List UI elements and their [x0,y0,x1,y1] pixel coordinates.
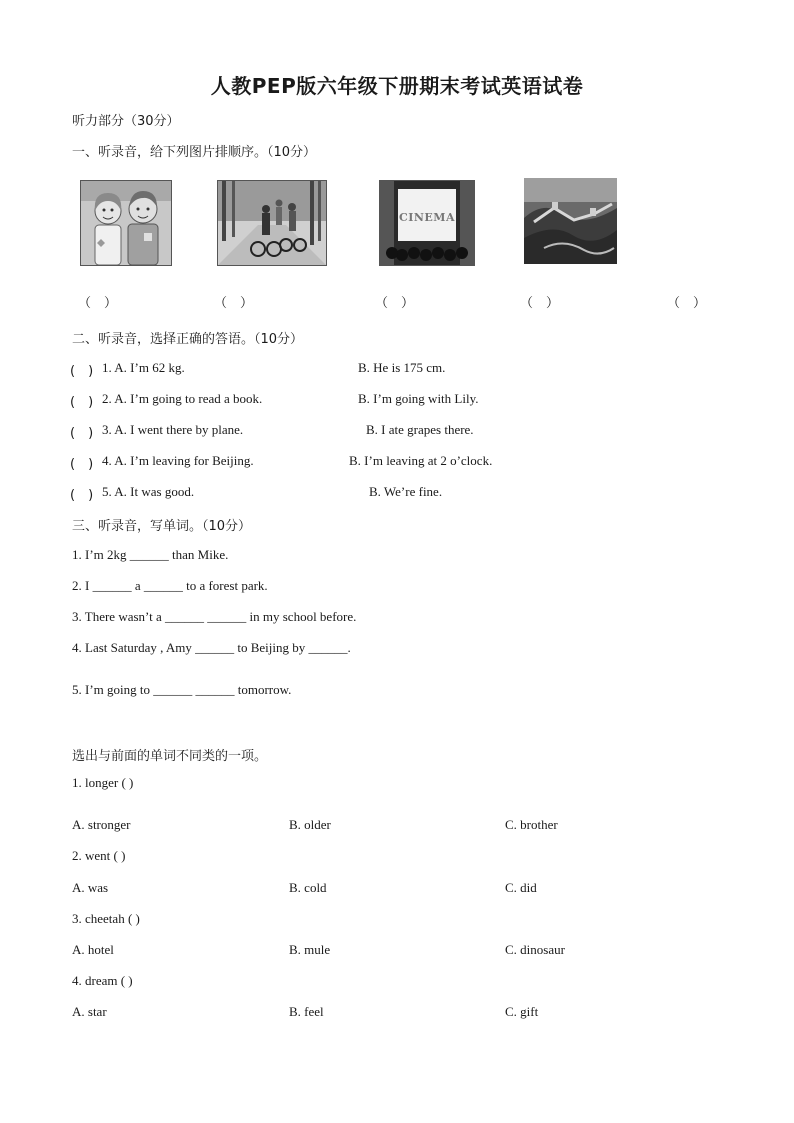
s2-option-b-4: B. I’m leaving at 2 o’clock. [349,453,493,468]
s3-line-4: 4. Last Saturday , Amy ______ to Beijing by ______. [72,640,351,655]
cinema-sign-text: CINEMA [398,211,456,224]
great-wall-photo-icon [524,178,617,264]
picture-order-blank-2[interactable]: （ ） [214,296,254,311]
s4-q2-option-b[interactable]: B. cold [289,880,327,895]
s2-option-a-2: 2. A. I’m going to read a book. [102,391,263,406]
s2-option-b-1: B. He is 175 cm. [358,360,446,375]
s4-q3-option-c[interactable]: C. dinosaur [505,942,565,957]
section3-heading: 三、听录音，写单词。（10分） [72,519,252,534]
s2-option-b-5: B. We’re fine. [369,484,443,499]
picture-great-wall [524,178,617,264]
s2-option-a-1: 1. A. I’m 62 kg. [102,360,185,375]
s4-q2-option-a[interactable]: A. was [72,880,109,895]
s4-question-1: 1. longer ( ) [72,775,134,790]
s2-answer-paren-4[interactable]: ( ) [70,457,94,472]
picture-cycling [217,180,327,266]
s2-answer-paren-3[interactable]: ( ) [70,426,94,441]
s4-question-4: 4. dream ( ) [72,973,133,988]
s4-q1-option-a[interactable]: A. stronger [72,817,131,832]
s2-option-b-3: B. I ate grapes there. [366,422,474,437]
s4-q3-option-a[interactable]: A. hotel [72,942,114,957]
listening-header: 听力部分（30分） [72,114,180,129]
s4-q3-option-b[interactable]: B. mule [289,942,331,957]
s2-option-a-4: 4. A. I’m leaving for Beijing. [102,453,254,468]
s4-question-3: 3. cheetah ( ) [72,911,140,926]
section1-heading: 一、听录音，给下列图片排顺序。（10分） [72,145,317,160]
s3-line-2: 2. I ______ a ______ to a forest park. [72,578,268,593]
s2-answer-paren-1[interactable]: ( ) [70,364,94,379]
s4-q4-option-c[interactable]: C. gift [505,1004,539,1019]
s2-option-a-5: 5. A. It was good. [102,484,195,499]
s2-option-b-2: B. I’m going with Lily. [358,391,479,406]
s4-q1-option-c[interactable]: C. brother [505,817,558,832]
picture-cinema [379,180,475,266]
cycling-photo-icon [218,181,326,265]
s4-q4-option-b[interactable]: B. feel [289,1004,324,1019]
picture-order-blank-1[interactable]: （ ） [78,296,118,311]
s2-answer-paren-2[interactable]: ( ) [70,395,94,410]
s3-line-1: 1. I’m 2kg ______ than Mike. [72,547,229,562]
page-title: 人教PEP版六年级下册期末考试英语试卷 [210,74,584,98]
s3-line-3: 3. There wasn’t a ______ ______ in my school before. [72,609,357,624]
section4-heading: 选出与前面的单词不同类的一项。 [72,749,268,764]
s4-q2-option-c[interactable]: C. did [505,880,537,895]
picture-two-children [80,180,172,266]
s4-q4-option-a[interactable]: A. star [72,1004,107,1019]
children-illustration-icon [81,181,171,265]
s2-option-a-3: 3. A. I went there by plane. [102,422,244,437]
s4-q1-option-b[interactable]: B. older [289,817,331,832]
picture-order-blank-4[interactable]: （ ） [520,296,560,311]
s2-answer-paren-5[interactable]: ( ) [70,488,94,503]
picture-order-blank-3[interactable]: （ ） [375,296,415,311]
s4-question-2: 2. went ( ) [72,848,126,863]
picture-order-blank-5[interactable]: （ ） [667,296,707,311]
section2-heading: 二、听录音，选择正确的答语。（10分） [72,332,304,347]
s3-line-5: 5. I’m going to ______ ______ tomorrow. [72,682,292,697]
